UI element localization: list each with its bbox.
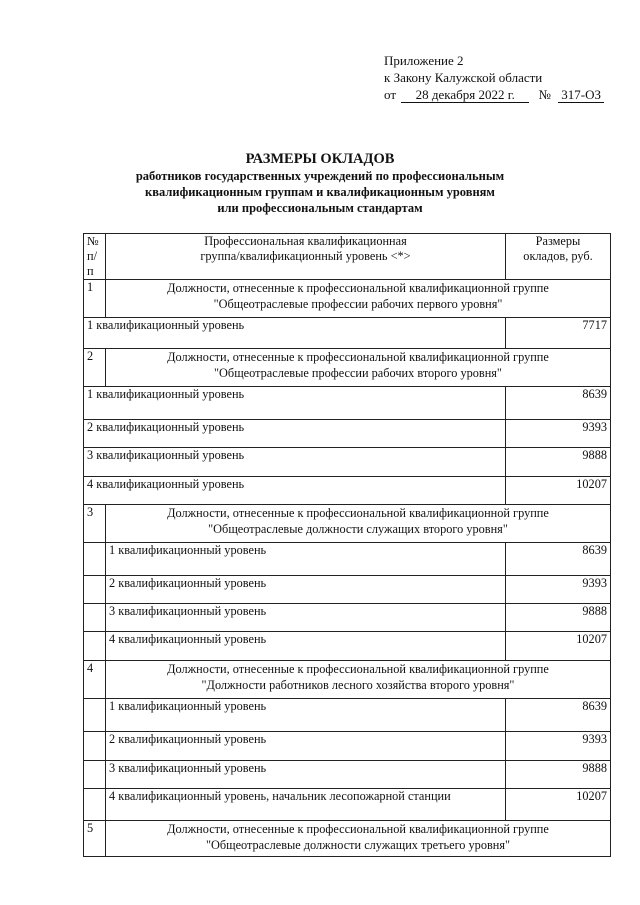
header-salary-line-2: окладов, руб. — [523, 249, 593, 263]
group-title — [106, 661, 611, 699]
group-row — [84, 505, 611, 543]
level-salary: 10207 — [506, 477, 611, 505]
group-title-line-1: Должности, отнесенные к профессиональной квалификационной группе — [167, 350, 549, 364]
level-row — [84, 632, 611, 661]
group-number: 3 — [84, 505, 106, 543]
group-number: 5 — [84, 821, 106, 857]
appendix-number-sign: № — [538, 87, 551, 102]
header-salary-line-1: Размеры — [535, 234, 581, 248]
level-name: 1 квалификационный уровень — [84, 387, 506, 420]
group-title — [106, 280, 611, 318]
appendix-block — [384, 52, 604, 103]
group-number: 2 — [84, 349, 106, 387]
level-number-cell — [84, 604, 106, 632]
level-row — [84, 732, 611, 761]
salary-table — [83, 233, 611, 857]
group-title-line-2: "Общеотраслевые должности служащих второго уровня" — [208, 522, 508, 536]
level-name: 3 квалификационный уровень — [106, 604, 506, 632]
document-title — [0, 150, 640, 216]
title-heading: РАЗМЕРЫ ОКЛАДОВ — [245, 151, 395, 167]
level-number-cell — [84, 789, 106, 821]
group-title-line-1: Должности, отнесенные к профессиональной квалификационной группе — [167, 822, 549, 836]
level-name: 4 квалификационный уровень — [106, 632, 506, 661]
appendix-line-3 — [384, 86, 604, 103]
header-num — [84, 234, 106, 280]
level-salary: 7717 — [506, 318, 611, 349]
header-group-line-1: Профессиональная квалификационная — [204, 234, 407, 248]
level-row — [84, 477, 611, 505]
group-title-line-2: "Общеотраслевые профессии рабочих второго уровня" — [214, 366, 502, 380]
level-number-cell — [84, 761, 106, 789]
level-row — [84, 576, 611, 604]
group-title — [106, 821, 611, 857]
group-title-line-1: Должности, отнесенные к профессиональной квалификационной группе — [167, 662, 549, 676]
group-row — [84, 349, 611, 387]
level-salary: 10207 — [506, 789, 611, 821]
level-salary: 9393 — [506, 576, 611, 604]
level-number-cell — [84, 543, 106, 576]
level-row — [84, 387, 611, 420]
level-salary: 10207 — [506, 632, 611, 661]
level-row — [84, 604, 611, 632]
level-name: 2 квалификационный уровень — [106, 576, 506, 604]
appendix-line-1: Приложение 2 — [384, 53, 464, 68]
group-number: 4 — [84, 661, 106, 699]
level-salary: 9888 — [506, 604, 611, 632]
level-row — [84, 699, 611, 732]
group-title-line-1: Должности, отнесенные к профессиональной квалификационной группе — [167, 281, 549, 295]
level-salary: 9888 — [506, 448, 611, 477]
level-number-cell — [84, 632, 106, 661]
group-number: 1 — [84, 280, 106, 318]
level-name: 1 квалификационный уровень — [84, 318, 506, 349]
level-number-cell — [84, 576, 106, 604]
title-subline-3: или профессиональным стандартам — [217, 201, 423, 215]
level-name: 2 квалификационный уровень — [106, 732, 506, 761]
level-row — [84, 761, 611, 789]
table-header-row — [84, 234, 611, 280]
header-group — [106, 234, 506, 280]
title-subline-1: работников государственных учреждений по профессиональным — [135, 169, 505, 183]
level-name: 1 квалификационный уровень — [106, 543, 506, 576]
level-name: 4 квалификационный уровень, начальник лесопожарной станции — [106, 789, 506, 821]
appendix-line-2: к Закону Калужской области — [384, 70, 543, 85]
level-number-cell — [84, 699, 106, 732]
group-row — [84, 280, 611, 318]
level-name: 1 квалификационный уровень — [106, 699, 506, 732]
level-row — [84, 448, 611, 477]
level-name: 3 квалификационный уровень — [84, 448, 506, 477]
group-title-line-1: Должности, отнесенные к профессиональной квалификационной группе — [167, 506, 549, 520]
appendix-date: 28 декабря 2022 г. — [401, 88, 529, 103]
group-title-line-2: "Должности работников лесного хозяйства второго уровня" — [201, 678, 515, 692]
group-row — [84, 661, 611, 699]
header-num-line-1: № — [87, 234, 99, 248]
level-salary: 9888 — [506, 761, 611, 789]
level-salary: 9393 — [506, 732, 611, 761]
level-salary: 8639 — [506, 699, 611, 732]
group-row — [84, 821, 611, 857]
level-row — [84, 318, 611, 349]
level-salary: 9393 — [506, 420, 611, 448]
header-num-line-2: п/п — [87, 249, 97, 278]
group-title — [106, 349, 611, 387]
title-subline-2: квалификационным группам и квалификационным уровням — [145, 185, 495, 199]
header-group-line-2: группа/квалификационный уровень <*> — [200, 249, 411, 263]
group-title — [106, 505, 611, 543]
level-salary: 8639 — [506, 387, 611, 420]
level-salary: 8639 — [506, 543, 611, 576]
appendix-number: 317-ОЗ — [558, 88, 604, 103]
group-title-line-2: "Общеотраслевые профессии рабочих первого уровня" — [213, 297, 503, 311]
level-row — [84, 543, 611, 576]
header-salary — [506, 234, 611, 280]
group-title-line-2: "Общеотраслевые должности служащих третьего уровня" — [205, 838, 511, 852]
level-row — [84, 420, 611, 448]
level-name: 2 квалификационный уровень — [84, 420, 506, 448]
level-row — [84, 789, 611, 821]
appendix-prefix: от — [384, 87, 397, 102]
level-name: 3 квалификационный уровень — [106, 761, 506, 789]
level-number-cell — [84, 732, 106, 761]
level-name: 4 квалификационный уровень — [84, 477, 506, 505]
